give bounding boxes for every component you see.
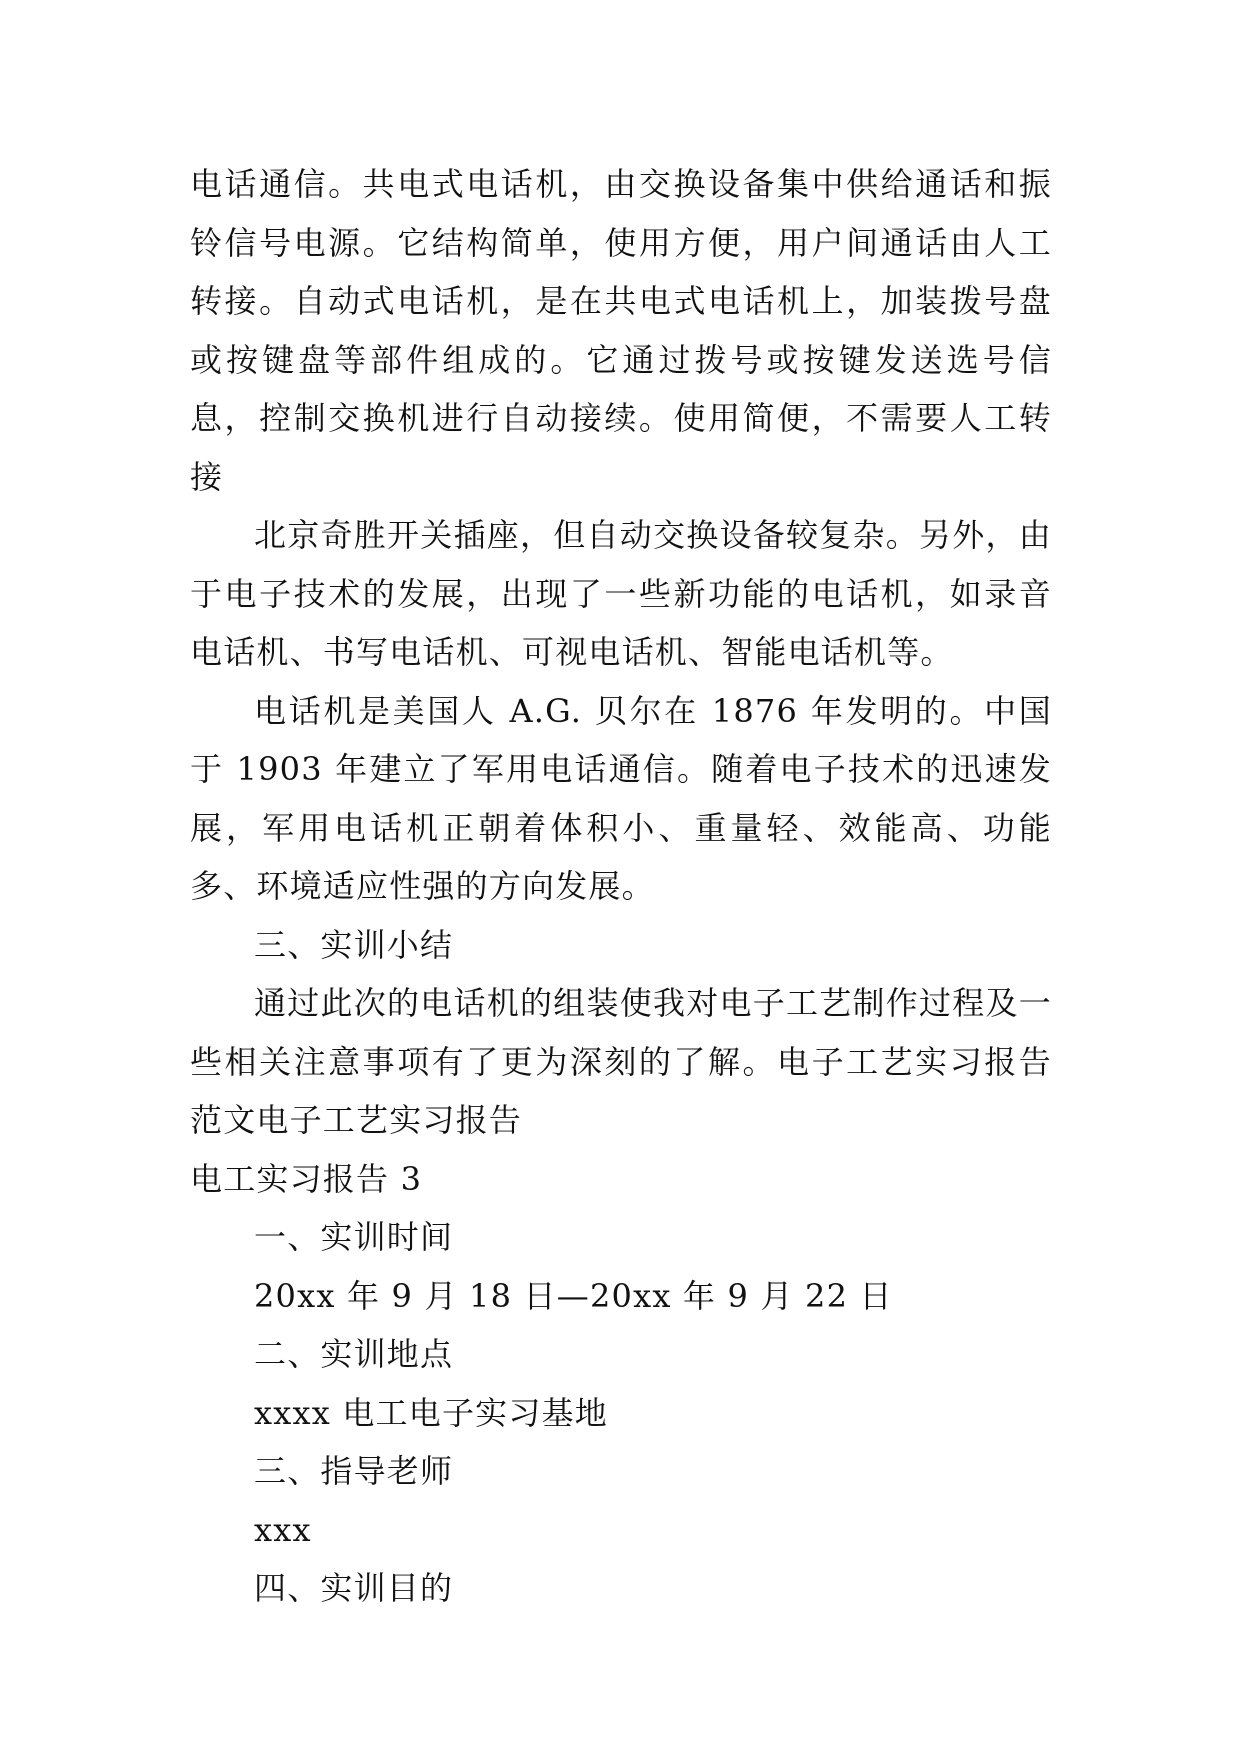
paragraph-telephone-types: 电话通信。共电式电话机，由交换设备集中供给通话和振铃信号电源。它结构简单，使用方便，用户间通话由人工转接。自动式电话机，是在共电式电话机上，加装拨号盘或按键盘等部件组成的。它通过拨号或按键发送选号信息，控制交换机进行自动接续。使用简便，不需要人工转接 xyxy=(190,165,1052,496)
section-heading-location: 二、实训地点 xyxy=(254,1335,454,1373)
paragraph-new-function-phones: 北京奇胜开关插座，但自动交换设备较复杂。另外，由于电子技术的发展，出现了一些新功能的电话机，如录音电话机、书写电话机、可视电话机、智能电话机等。 xyxy=(190,516,1052,671)
instructor-value: xxx xyxy=(254,1510,312,1549)
section-heading-purpose: 四、实训目的 xyxy=(254,1569,454,1607)
document-page xyxy=(190,155,1052,1618)
training-location-value: xxxx 电工电子实习基地 xyxy=(254,1393,608,1432)
section-heading-summary: 三、实训小结 xyxy=(254,925,454,964)
section-heading-instructor: 三、指导老师 xyxy=(254,1452,454,1490)
paragraph-history: 电话机是美国人 A.G. 贝尔在 1876 年发明的。中国于 1903 年建立了军用电话通信。随着电子技术的迅速发展，军用电话机正朝着体积小、重量轻、效能高、功能多、环境适应性强的方向发展。 xyxy=(190,691,1052,905)
training-time-value: 20xx 年 9 月 18 日—20xx 年 9 月 22 日 xyxy=(254,1276,893,1315)
report-title: 电工实习报告 3 xyxy=(190,1159,423,1198)
paragraph-summary: 通过此次的电话机的组装使我对电子工艺制作过程及一些相关注意事项有了更为深刻的了解。电子工艺实习报告范文电子工艺实习报告 xyxy=(190,984,1052,1139)
section-heading-time: 一、实训时间 xyxy=(254,1218,454,1256)
